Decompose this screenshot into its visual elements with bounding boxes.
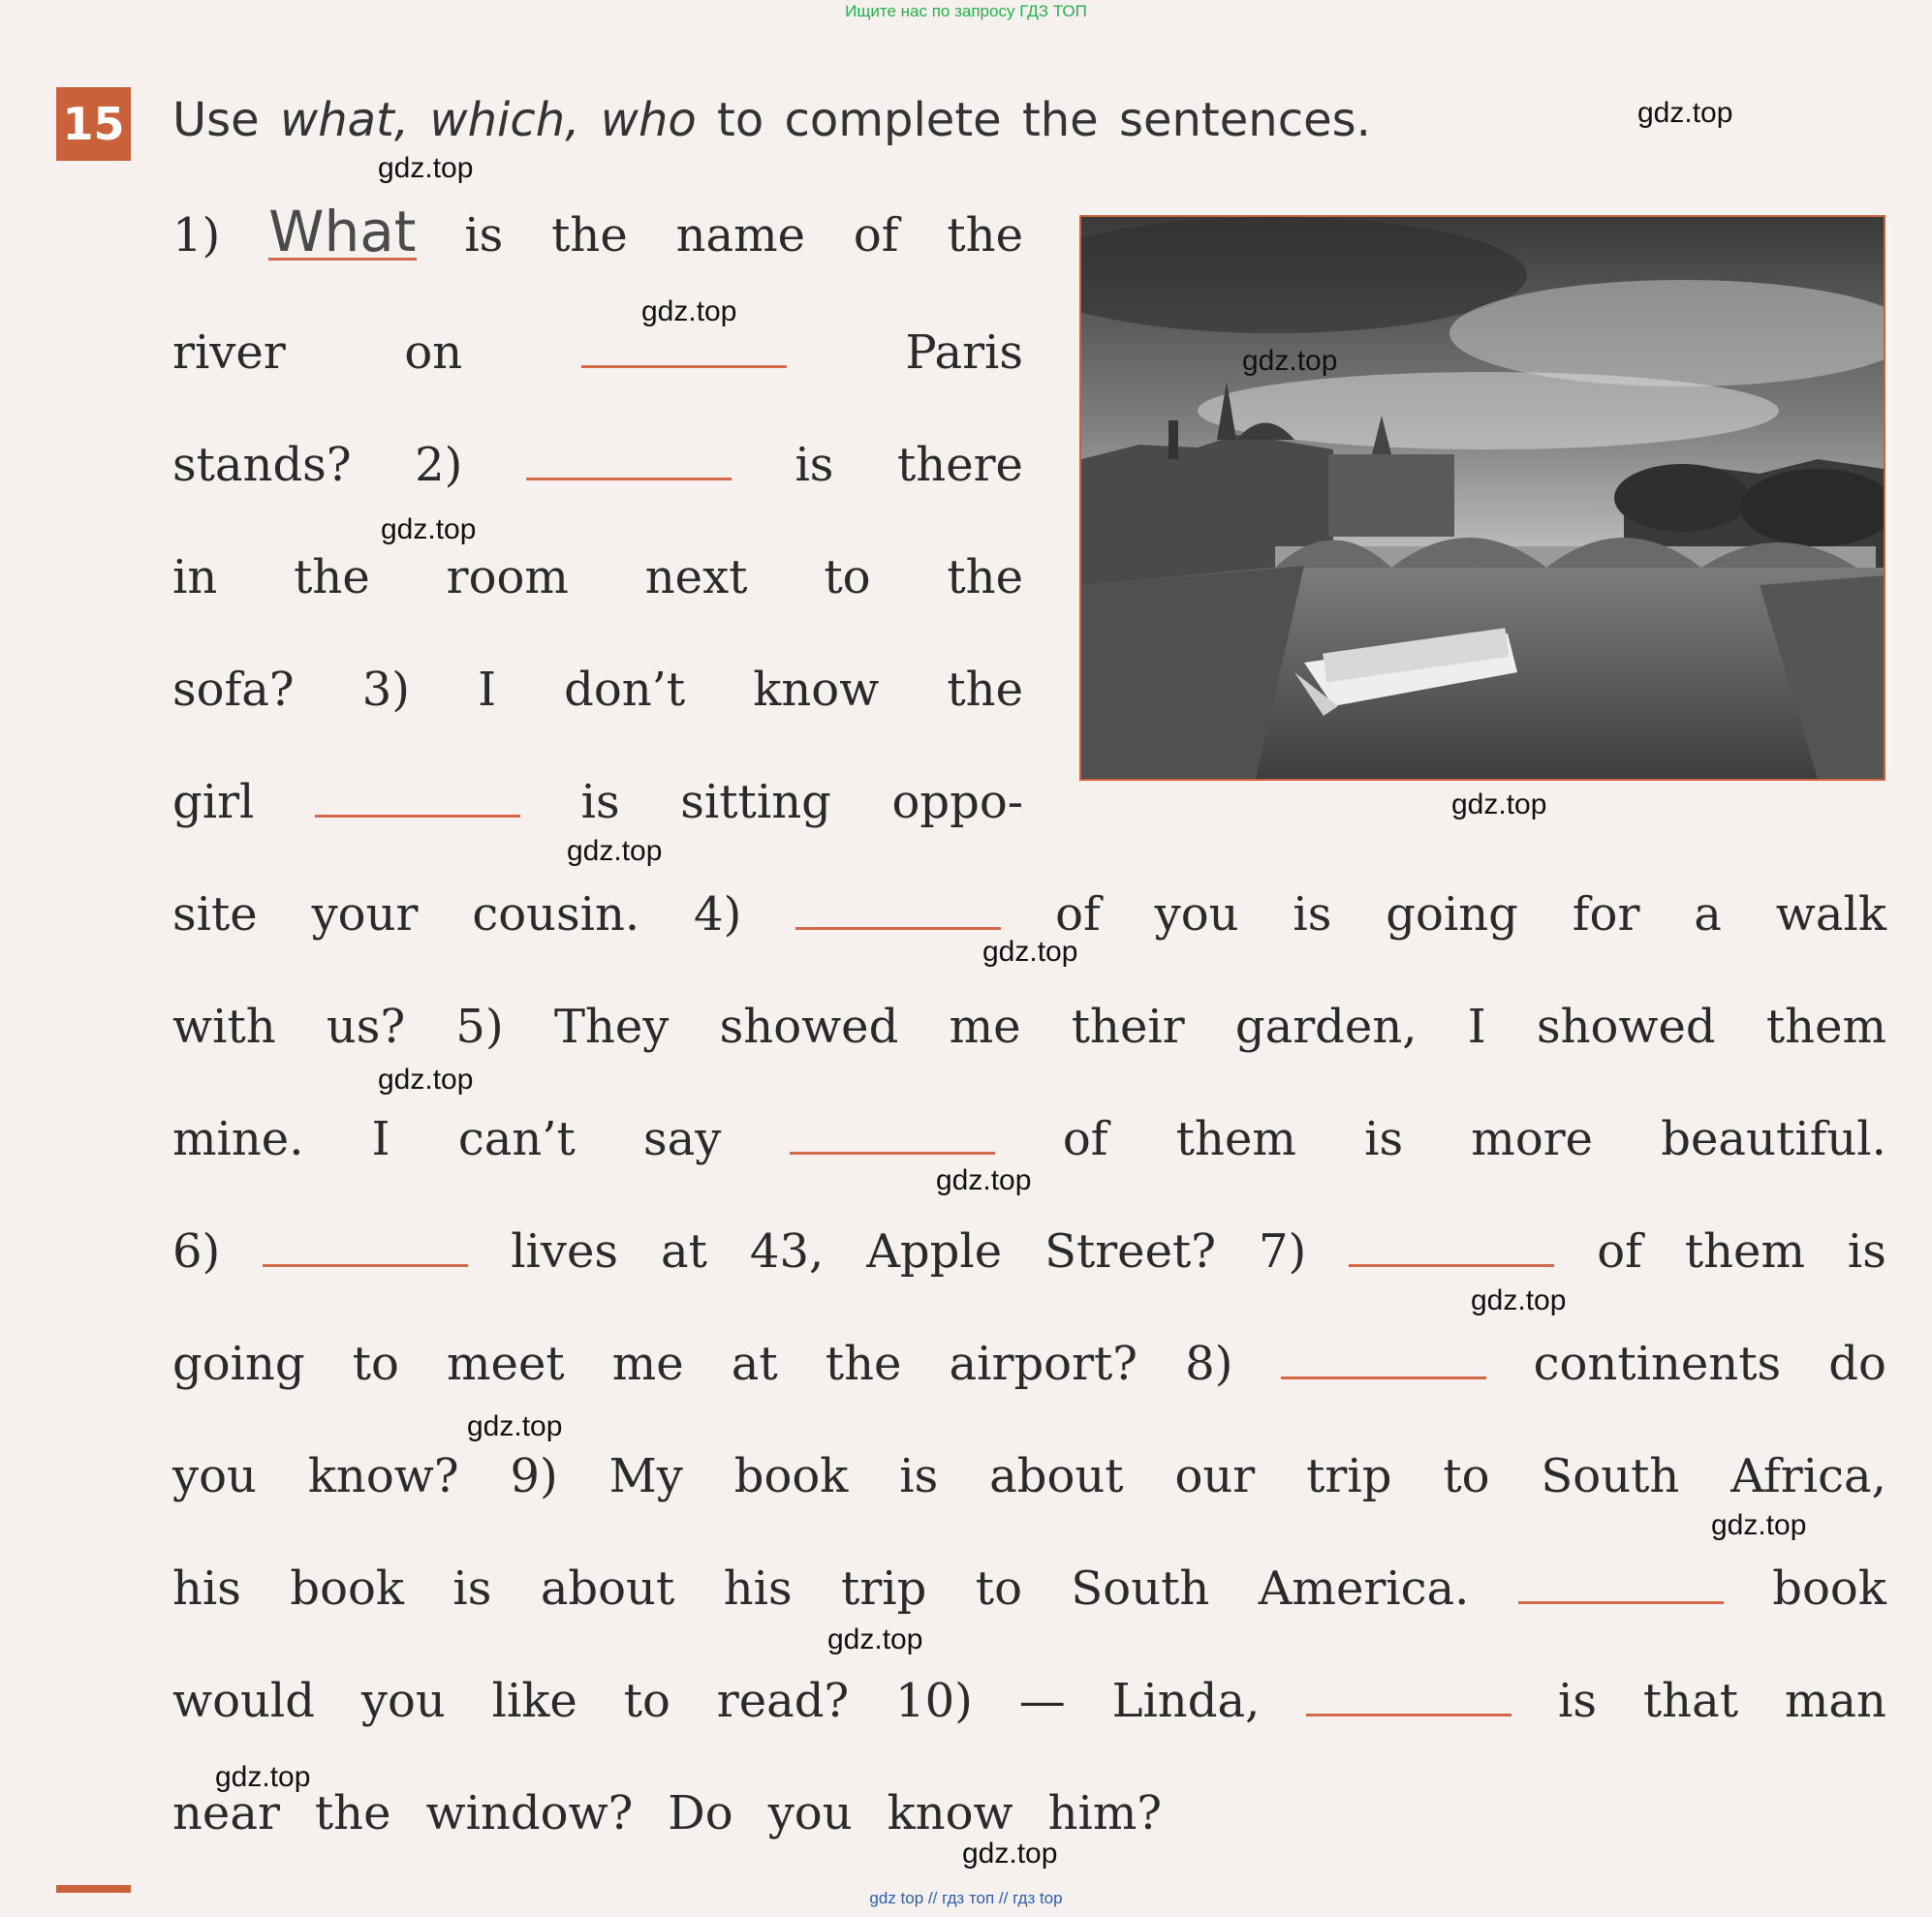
answer-blank[interactable]: [526, 448, 732, 480]
watermark: gdz.top: [1471, 1284, 1567, 1316]
answer-what: What: [268, 199, 417, 264]
watermark: gdz.top: [215, 1761, 311, 1793]
watermark: gdz.top: [381, 513, 477, 545]
watermark: gdz.top: [827, 1623, 923, 1655]
answer-blank[interactable]: [263, 1235, 468, 1267]
watermark: gdz.top: [641, 295, 737, 327]
watermark: gdz.top: [1451, 788, 1547, 820]
watermark: gdz.top: [378, 152, 474, 184]
answer-blank[interactable]: [1518, 1572, 1724, 1604]
sentence-line-15: near the window? Do you know him?: [172, 1786, 1163, 1840]
answer-blank[interactable]: [581, 336, 787, 368]
answer-blank[interactable]: [1306, 1685, 1511, 1716]
watermark: gdz.top: [467, 1410, 563, 1442]
answer-blank[interactable]: [1281, 1347, 1486, 1379]
paris-seine-photo-icon: [1081, 217, 1884, 779]
sentence-line-7: site your cousin. 4) of you is going for a walk: [172, 887, 1886, 942]
sentence-line-9: mine. I can’t say of them is more beautiful.: [172, 1112, 1886, 1166]
watermark: gdz.top: [1637, 97, 1733, 129]
watermark: gdz.top: [1711, 1509, 1807, 1541]
top-note: Ищите нас по запросу ГДЗ ТОП: [845, 2, 1087, 20]
sentence-line-3: stands? 2) is there: [172, 438, 1023, 492]
watermark: gdz.top: [1242, 345, 1338, 377]
sentence-line-10: 6) lives at 43, Apple Street? 7) of them is: [172, 1224, 1886, 1279]
sentence-line-5: sofa? 3) I don’t know the: [172, 663, 1023, 717]
answer-blank[interactable]: [315, 786, 520, 818]
sentence-line-8: with us? 5) They showed me their garden, I showed them: [172, 1000, 1886, 1054]
sentence-line-14: would you like to read? 10) — Linda, is that man: [172, 1674, 1886, 1728]
exercise-number-badge: 15: [56, 87, 131, 161]
watermark: gdz.top: [962, 1838, 1058, 1870]
sentence-line-6: girl is sitting oppo-: [172, 775, 1023, 829]
sentence-line-1: 1) What is the name of the: [172, 199, 1023, 264]
answer-blank[interactable]: [1349, 1235, 1554, 1267]
answer-blank[interactable]: [795, 898, 1001, 930]
sentence-line-12: you know? 9) My book is about our trip to South Africa,: [172, 1449, 1886, 1503]
exercise-instruction: Use what, which, who to complete the sentences.: [172, 93, 1371, 147]
sentence-line-4: in the room next to the: [172, 550, 1023, 604]
watermark: gdz.top: [567, 835, 663, 867]
paris-seine-photo: [1079, 215, 1885, 781]
sentence-line-2: river on Paris: [172, 325, 1023, 380]
sentence-line-13: his book is about his trip to South America. book: [172, 1561, 1886, 1616]
bottom-note: gdz top // гдз топ // гдз top: [869, 1889, 1063, 1907]
watermark: gdz.top: [378, 1064, 474, 1096]
watermark: gdz.top: [936, 1164, 1032, 1196]
watermark: gdz.top: [982, 936, 1078, 968]
sentence-line-11: going to meet me at the airport? 8) continents do: [172, 1337, 1886, 1391]
answer-blank[interactable]: [790, 1123, 995, 1155]
